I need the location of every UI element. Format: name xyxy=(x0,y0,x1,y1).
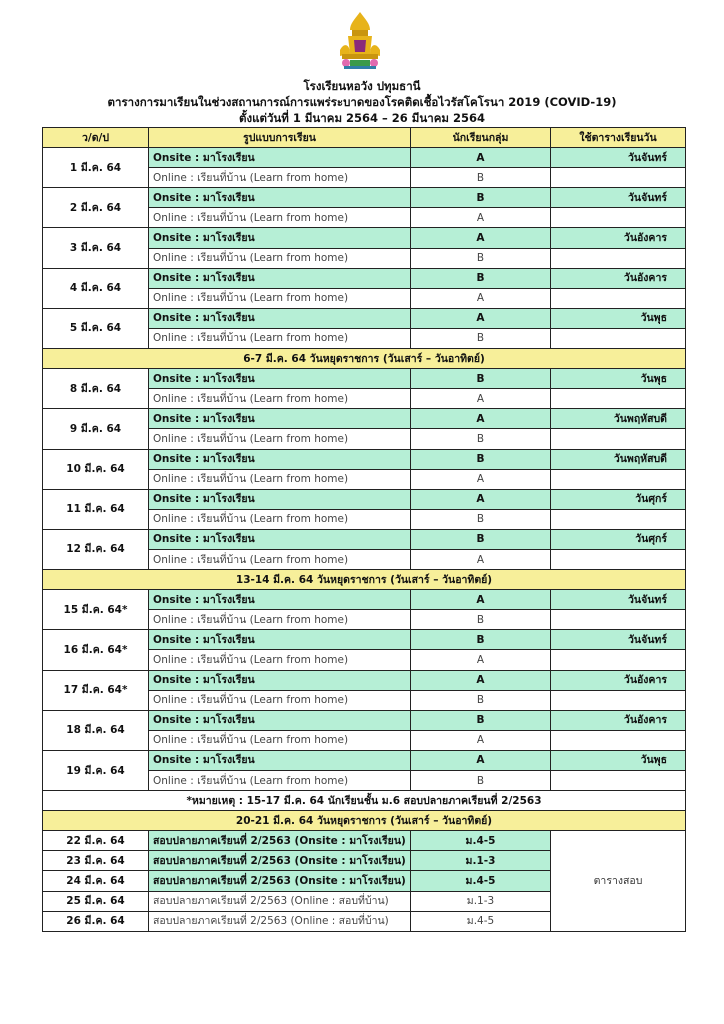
onsite-group-cell: B xyxy=(411,529,551,549)
date-cell: 10 มี.ค. 64 xyxy=(43,449,149,489)
exam-description-cell: สอบปลายภาคเรียนที่ 2/2563 (Onsite : มาโรงเรียน) xyxy=(149,851,411,871)
col-header-mode: รูปแบบการเรียน xyxy=(149,128,411,148)
date-cell: 1 มี.ค. 64 xyxy=(43,148,149,188)
onsite-mode-cell: Onsite : มาโรงเรียน xyxy=(149,409,411,429)
empty-cell xyxy=(551,208,686,228)
table-header-row xyxy=(43,128,686,148)
online-group-cell: B xyxy=(411,610,551,630)
exam-level-cell: ม.4-5 xyxy=(411,831,551,851)
onsite-group-cell: A xyxy=(411,590,551,610)
online-group-cell: A xyxy=(411,549,551,569)
onsite-mode-cell: Onsite : มาโรงเรียน xyxy=(149,148,411,168)
empty-cell xyxy=(551,429,686,449)
onsite-mode-cell: Onsite : มาโรงเรียน xyxy=(149,489,411,509)
online-group-cell: B xyxy=(411,771,551,791)
exam-date-cell: 23 มี.ค. 64 xyxy=(43,851,149,871)
exam-date-cell: 22 มี.ค. 64 xyxy=(43,831,149,851)
weekday-cell: วันพฤหัสบดี xyxy=(551,409,686,429)
holiday-banner-row xyxy=(43,570,686,590)
empty-cell xyxy=(551,389,686,409)
holiday-banner: 6-7 มี.ค. 64 วันหยุดราชการ (วันเสาร์ – วันอาทิตย์) xyxy=(43,349,686,369)
onsite-group-cell: A xyxy=(411,308,551,328)
exam-description-cell: สอบปลายภาคเรียนที่ 2/2563 (Onsite : มาโรงเรียน) xyxy=(149,831,411,851)
date-cell: 12 มี.ค. 64 xyxy=(43,529,149,569)
online-group-cell: A xyxy=(411,208,551,228)
date-cell: 11 มี.ค. 64 xyxy=(43,489,149,529)
date-cell: 2 มี.ค. 64 xyxy=(43,188,149,228)
empty-cell xyxy=(551,771,686,791)
date-cell: 9 มี.ค. 64 xyxy=(43,409,149,449)
exam-schedule-cell: ตารางสอบ xyxy=(551,831,686,931)
online-mode-cell: Online : เรียนที่บ้าน (Learn from home) xyxy=(149,328,411,348)
table-row xyxy=(43,750,686,770)
exam-row xyxy=(43,831,686,851)
weekday-cell: วันพุธ xyxy=(551,369,686,389)
empty-cell xyxy=(551,469,686,489)
online-group-cell: B xyxy=(411,509,551,529)
table-row xyxy=(43,449,686,469)
online-mode-cell: Online : เรียนที่บ้าน (Learn from home) xyxy=(149,168,411,188)
onsite-group-cell: B xyxy=(411,630,551,650)
exam-date-cell: 24 มี.ค. 64 xyxy=(43,871,149,891)
empty-cell xyxy=(551,288,686,308)
date-cell: 8 มี.ค. 64 xyxy=(43,369,149,409)
weekday-cell: วันอังคาร xyxy=(551,710,686,730)
online-group-cell: A xyxy=(411,730,551,750)
onsite-group-cell: B xyxy=(411,710,551,730)
online-group-cell: B xyxy=(411,429,551,449)
document-title: ตารางการมาเรียนในช่วงสถานการณ์การแพร่ระบาดของโรคติดเชื้อไวรัสโคโรนา 2019 (COVID-19) xyxy=(107,95,617,109)
holiday-banner-row xyxy=(43,811,686,831)
date-cell: 16 มี.ค. 64* xyxy=(43,630,149,670)
online-mode-cell: Online : เรียนที่บ้าน (Learn from home) xyxy=(149,469,411,489)
empty-cell xyxy=(551,509,686,529)
onsite-mode-cell: Onsite : มาโรงเรียน xyxy=(149,308,411,328)
weekday-cell: วันศุกร์ xyxy=(551,489,686,509)
onsite-group-cell: A xyxy=(411,409,551,429)
date-cell: 18 มี.ค. 64 xyxy=(43,710,149,750)
onsite-mode-cell: Onsite : มาโรงเรียน xyxy=(149,750,411,770)
weekday-cell: วันจันทร์ xyxy=(551,188,686,208)
onsite-mode-cell: Onsite : มาโรงเรียน xyxy=(149,268,411,288)
onsite-group-cell: A xyxy=(411,750,551,770)
online-group-cell: B xyxy=(411,168,551,188)
exam-description-cell: สอบปลายภาคเรียนที่ 2/2563 (Online : สอบที่บ้าน) xyxy=(149,911,411,931)
date-cell: 17 มี.ค. 64* xyxy=(43,670,149,710)
onsite-group-cell: A xyxy=(411,228,551,248)
date-cell: 4 มี.ค. 64 xyxy=(43,268,149,308)
online-mode-cell: Online : เรียนที่บ้าน (Learn from home) xyxy=(149,771,411,791)
date-cell: 19 มี.ค. 64 xyxy=(43,750,149,790)
onsite-mode-cell: Onsite : มาโรงเรียน xyxy=(149,630,411,650)
online-group-cell: A xyxy=(411,469,551,489)
exam-date-cell: 26 มี.ค. 64 xyxy=(43,911,149,931)
col-header-date: ว/ด/ป xyxy=(43,128,149,148)
weekday-cell: วันพฤหัสบดี xyxy=(551,449,686,469)
online-mode-cell: Online : เรียนที่บ้าน (Learn from home) xyxy=(149,429,411,449)
table-row xyxy=(43,148,686,168)
weekday-cell: วันอังคาร xyxy=(551,268,686,288)
table-row xyxy=(43,670,686,690)
weekday-cell: วันศุกร์ xyxy=(551,529,686,549)
online-mode-cell: Online : เรียนที่บ้าน (Learn from home) xyxy=(149,730,411,750)
online-mode-cell: Online : เรียนที่บ้าน (Learn from home) xyxy=(149,549,411,569)
holiday-banner: 13-14 มี.ค. 64 วันหยุดราชการ (วันเสาร์ – วันอาทิตย์) xyxy=(43,570,686,590)
onsite-group-cell: A xyxy=(411,148,551,168)
weekday-cell: วันจันทร์ xyxy=(551,148,686,168)
empty-cell xyxy=(551,650,686,670)
table-row xyxy=(43,369,686,389)
table-row xyxy=(43,630,686,650)
onsite-mode-cell: Onsite : มาโรงเรียน xyxy=(149,670,411,690)
date-range: ตั้งแต่วันที่ 1 มีนาคม 2564 – 26 มีนาคม 2564 xyxy=(238,111,485,125)
table-row xyxy=(43,188,686,208)
onsite-group-cell: B xyxy=(411,268,551,288)
exam-level-cell: ม.1-3 xyxy=(411,851,551,871)
online-group-cell: B xyxy=(411,248,551,268)
online-mode-cell: Online : เรียนที่บ้าน (Learn from home) xyxy=(149,288,411,308)
online-mode-cell: Online : เรียนที่บ้าน (Learn from home) xyxy=(149,690,411,710)
online-group-cell: B xyxy=(411,690,551,710)
online-group-cell: A xyxy=(411,288,551,308)
holiday-banner-row xyxy=(43,349,686,369)
online-mode-cell: Online : เรียนที่บ้าน (Learn from home) xyxy=(149,610,411,630)
weekday-cell: วันพุธ xyxy=(551,750,686,770)
empty-cell xyxy=(551,730,686,750)
table-row xyxy=(43,308,686,328)
onsite-group-cell: B xyxy=(411,449,551,469)
online-group-cell: A xyxy=(411,650,551,670)
online-mode-cell: Online : เรียนที่บ้าน (Learn from home) xyxy=(149,248,411,268)
date-cell: 15 มี.ค. 64* xyxy=(43,590,149,630)
onsite-mode-cell: Onsite : มาโรงเรียน xyxy=(149,449,411,469)
schedule-table xyxy=(42,127,686,932)
school-emblem-logo xyxy=(330,10,390,72)
online-group-cell: A xyxy=(411,389,551,409)
online-mode-cell: Online : เรียนที่บ้าน (Learn from home) xyxy=(149,509,411,529)
table-row xyxy=(43,489,686,509)
weekday-cell: วันจันทร์ xyxy=(551,590,686,610)
weekday-cell: วันอังคาร xyxy=(551,670,686,690)
exam-level-cell: ม.1-3 xyxy=(411,891,551,911)
onsite-group-cell: A xyxy=(411,489,551,509)
online-group-cell: B xyxy=(411,328,551,348)
exam-date-cell: 25 มี.ค. 64 xyxy=(43,891,149,911)
empty-cell xyxy=(551,610,686,630)
col-header-group: นักเรียนกลุ่ม xyxy=(411,128,551,148)
exam-level-cell: ม.4-5 xyxy=(411,911,551,931)
empty-cell xyxy=(551,690,686,710)
weekday-cell: วันจันทร์ xyxy=(551,630,686,650)
onsite-mode-cell: Onsite : มาโรงเรียน xyxy=(149,369,411,389)
onsite-group-cell: B xyxy=(411,369,551,389)
empty-cell xyxy=(551,168,686,188)
onsite-group-cell: B xyxy=(411,188,551,208)
school-name: โรงเรียนหอวัง ปทุมธานี xyxy=(303,79,421,93)
online-mode-cell: Online : เรียนที่บ้าน (Learn from home) xyxy=(149,208,411,228)
weekday-cell: วันพุธ xyxy=(551,308,686,328)
empty-cell xyxy=(551,328,686,348)
onsite-mode-cell: Onsite : มาโรงเรียน xyxy=(149,188,411,208)
onsite-mode-cell: Onsite : มาโรงเรียน xyxy=(149,228,411,248)
empty-cell xyxy=(551,248,686,268)
table-row xyxy=(43,228,686,248)
online-mode-cell: Online : เรียนที่บ้าน (Learn from home) xyxy=(149,389,411,409)
onsite-group-cell: A xyxy=(411,670,551,690)
date-cell: 5 มี.ค. 64 xyxy=(43,308,149,348)
remark-note-row xyxy=(43,791,686,811)
exam-level-cell: ม.4-5 xyxy=(411,871,551,891)
date-cell: 3 มี.ค. 64 xyxy=(43,228,149,268)
col-header-weekday: ใช้ตารางเรียนวัน xyxy=(551,128,686,148)
exam-description-cell: สอบปลายภาคเรียนที่ 2/2563 (Online : สอบที่บ้าน) xyxy=(149,891,411,911)
table-row xyxy=(43,710,686,730)
remark-note: *หมายเหตุ : 15-17 มี.ค. 64 นักเรียนชั้น ม.6 สอบปลายภาคเรียนที่ 2/2563 xyxy=(43,791,686,811)
holiday-banner: 20-21 มี.ค. 64 วันหยุดราชการ (วันเสาร์ – วันอาทิตย์) xyxy=(43,811,686,831)
exam-description-cell: สอบปลายภาคเรียนที่ 2/2563 (Onsite : มาโรงเรียน) xyxy=(149,871,411,891)
weekday-cell: วันอังคาร xyxy=(551,228,686,248)
onsite-mode-cell: Onsite : มาโรงเรียน xyxy=(149,590,411,610)
onsite-mode-cell: Onsite : มาโรงเรียน xyxy=(149,529,411,549)
empty-cell xyxy=(551,549,686,569)
table-row xyxy=(43,529,686,549)
table-row xyxy=(43,268,686,288)
table-row xyxy=(43,409,686,429)
online-mode-cell: Online : เรียนที่บ้าน (Learn from home) xyxy=(149,650,411,670)
table-row xyxy=(43,590,686,610)
onsite-mode-cell: Onsite : มาโรงเรียน xyxy=(149,710,411,730)
